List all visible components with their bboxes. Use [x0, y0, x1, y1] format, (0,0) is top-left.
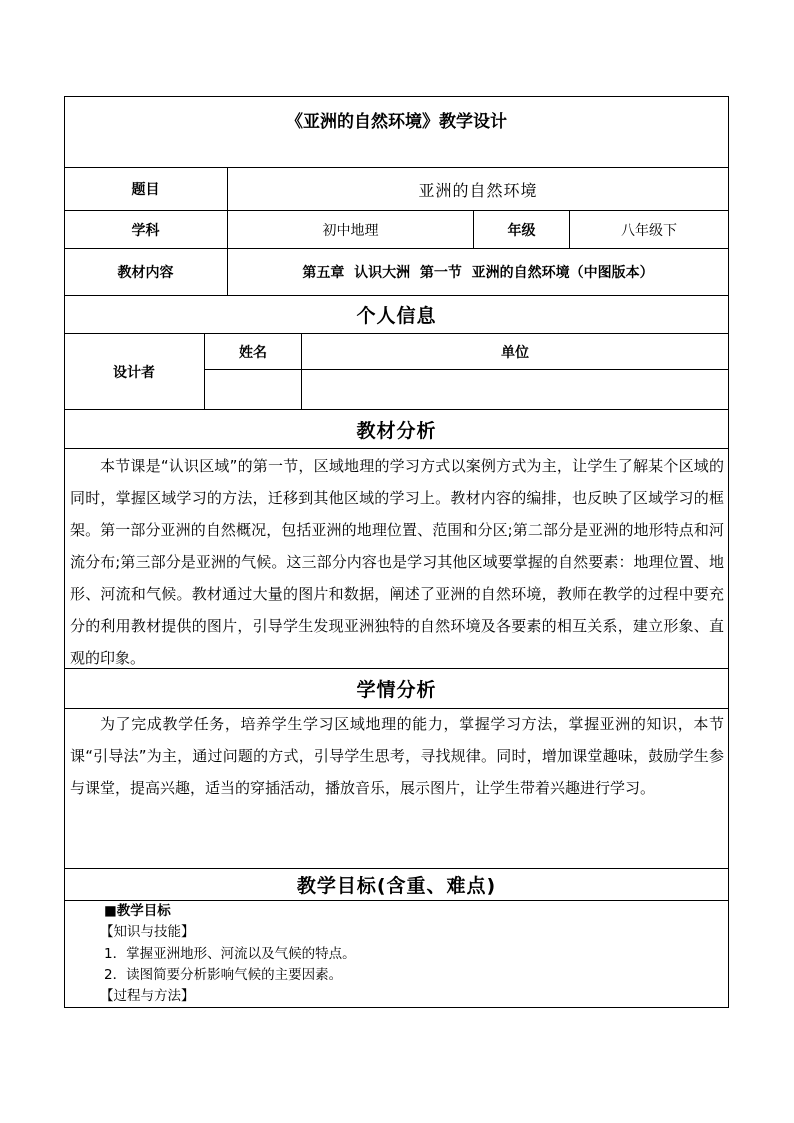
divider	[64, 448, 729, 449]
knowledge-item-2: 2．读图简要分析影响气候的主要因素。	[104, 967, 343, 983]
student-analysis-text: 为了完成教学任务，培养学生学习区域地理的能力，掌握学习方法，掌握亚洲的知识，本节课“引导法”为主，通过问题的方式，引导学生思考，寻找规律。同时，增加课堂趣味，鼓励学生参与课堂，提高兴趣，适当的穿插活动，播放音乐，展示图片，让学生带着兴趣进行学习。	[70, 715, 724, 797]
process-heading: 【过程与方法】	[100, 988, 195, 1004]
subject-label: 学科	[131, 222, 160, 239]
name-value	[205, 370, 301, 409]
unit-value	[302, 370, 728, 409]
topic-value: 亚洲的自然环境	[418, 180, 538, 200]
objectives-heading: 教学目标(含重、难点)	[296, 875, 497, 897]
material-analysis-heading: 教材分析	[356, 419, 437, 442]
knowledge-item-1: 1．掌握亚洲地形、河流以及气候的特点。	[104, 946, 356, 962]
personal-info-heading: 个人信息	[356, 305, 437, 327]
lesson-plan-table	[64, 96, 729, 1008]
subject-value: 初中地理	[322, 222, 379, 239]
content-value: 第五章 认识大洲 第一节 亚洲的自然环境（中图版本）	[302, 265, 654, 281]
student-analysis-heading: 学情分析	[356, 679, 437, 701]
grade-value: 八年级下	[621, 222, 677, 239]
table-border-bottom	[64, 1007, 729, 1008]
content-label: 教材内容	[117, 265, 174, 281]
table-border-top	[64, 96, 729, 97]
unit-label: 单位	[501, 344, 529, 361]
grade-label: 年级	[507, 222, 536, 239]
objectives-title: ■教学目标	[104, 903, 171, 919]
knowledge-heading: 【知识与技能】	[100, 924, 195, 940]
document-title: 《亚洲的自然环境》教学设计	[286, 111, 507, 132]
material-analysis-text: 本节课是“认识区域”的第一节，区域地理的学习方式以案例方式为主，让学生了解某个区域的同时，掌握区域学习的方法，迁移到其他区域的学习上。教材内容的编排，也反映了区域学习的框架。第一部分亚洲的自然概况，包括亚洲的地理位置、范围和分区;第二部分是亚洲的地形特点和河流分布;第三部分是亚洲的气候。这三部分内容也是学习其他区域要掌握的自然要素：地理位置、地形、河流和气候。教材通过大量的图片和数据，阐述了亚洲的自然环境，教师在教学的过程中要充分的利用教材提供的图片，引导学生发现亚洲独特的自然环境及各要素的相互关系，建立形象、直观的印象。	[70, 457, 724, 667]
topic-label: 题目	[131, 182, 160, 198]
designer-label: 设计者	[113, 364, 155, 381]
name-label: 姓名	[239, 344, 267, 361]
